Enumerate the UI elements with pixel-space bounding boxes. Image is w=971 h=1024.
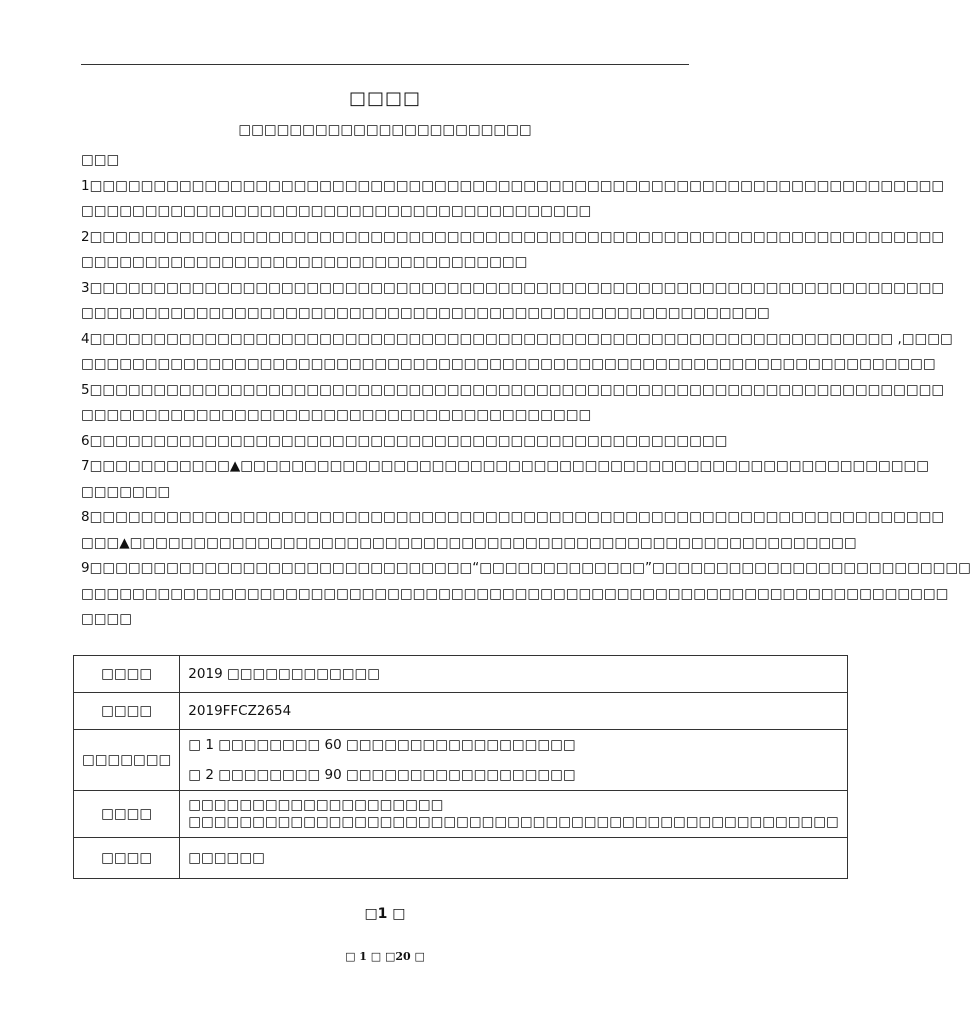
table-key: □□□□ xyxy=(74,656,180,693)
document-title: □□□□ xyxy=(348,88,422,109)
para-2-line-1: 2□□□□□□□□□□□□□□□□□□□□□□□□□□□□□□□□□□□□□□□□□□□□□□□□□□□□□□□□□□□□□□□□□□□ xyxy=(81,228,945,245)
table-row xyxy=(74,693,848,730)
para-5-line-1: 5□□□□□□□□□□□□□□□□□□□□□□□□□□□□□□□□□□□□□□□□□□□□□□□□□□□□□□□□□□□□□□□□□□□ xyxy=(81,381,945,398)
table-value: 2019FFCZ2654 xyxy=(180,693,848,730)
table-key: □□□□ xyxy=(74,693,180,730)
para-2-line-2: □□□□□□□□□□□□□□□□□□□□□□□□□□□□□□□□□□□ xyxy=(81,254,528,270)
para-1-line-1: 1□□□□□□□□□□□□□□□□□□□□□□□□□□□□□□□□□□□□□□□□□□□□□□□□□□□□□□□□□□□□□□□□□□□ xyxy=(81,177,945,194)
table-value: □ 2 □□□□□□□□ 90 □□□□□□□□□□□□□□□□□□ xyxy=(188,767,576,783)
table-value-cell xyxy=(180,791,848,838)
para-4-line-1: 4□□□□□□□□□□□□□□□□□□□□□□□□□□□□□□□□□□□□□□□□□□□□□□□□□□□□□□□□□□□□□□□ ,□□□□ xyxy=(81,330,953,347)
para-3-line-2: □□□□□□□□□□□□□□□□□□□□□□□□□□□□□□□□□□□□□□□□□□□□□□□□□□□□□□ xyxy=(81,305,770,321)
para-4-line-2: □□□□□□□□□□□□□□□□□□□□□□□□□□□□□□□□□□□□□□□□□□□□□□□□□□□□□□□□□□□□□□□□□□□ xyxy=(81,356,936,372)
header-rule xyxy=(81,64,689,65)
para-6-line-1: 6□□□□□□□□□□□□□□□□□□□□□□□□□□□□□□□□□□□□□□□□□□□□□□□□□□ xyxy=(81,432,728,449)
table-value: □□□□□□□□□□□□□□□□□□□□□□□□□□□□□□□□□□□□□□□□□□□□□□□□□□□ xyxy=(188,814,839,830)
table-value: □□□□□□□□□□□□□□□□□□□□ xyxy=(188,797,444,813)
para-1-line-2: □□□□□□□□□□□□□□□□□□□□□□□□□□□□□□□□□□□□□□□□ xyxy=(81,203,592,219)
para-9-line-2: □□□□□□□□□□□□□□□□□□□□□□□□□□□□□□□□□□□□□□□□□□□□□□□□□□□□□□□□□□□□□□□□□□□□ xyxy=(81,585,949,602)
document-subtitle: □□□□□□□□□□□□□□□□□□□□□□□ xyxy=(238,122,532,138)
table-row xyxy=(74,656,848,693)
table-key: □□□□ xyxy=(74,791,180,838)
intro-label: □□□ xyxy=(81,152,120,168)
para-8-line-1: 8□□□□□□□□□□□□□□□□□□□□□□□□□□□□□□□□□□□□□□□□□□□□□□□□□□□□□□□□□□□□□□□□□□□ xyxy=(81,509,945,525)
table-key: □□□□ xyxy=(74,838,180,879)
table-value: 2019 □□□□□□□□□□□□ xyxy=(180,656,848,693)
table-row xyxy=(74,838,848,879)
table-row xyxy=(74,730,848,791)
document-body xyxy=(81,148,971,633)
page-label: □1 □ xyxy=(364,906,406,922)
para-9-line-1: 9□□□□□□□□□□□□□□□□□□□□□□□□□□□□□□“□□□□□□□□□□□□□”□□□□□□□□□□□□□□□□□□□□□□□□□ xyxy=(81,560,971,576)
table-row xyxy=(74,791,848,838)
page-footer: □ 1 □ □20 □ xyxy=(345,950,425,963)
project-info-table xyxy=(73,655,848,879)
para-5-line-2: □□□□□□□□□□□□□□□□□□□□□□□□□□□□□□□□□□□□□□□□ xyxy=(81,407,592,423)
para-3-line-1: 3□□□□□□□□□□□□□□□□□□□□□□□□□□□□□□□□□□□□□□□□□□□□□□□□□□□□□□□□□□□□□□□□□□□ xyxy=(81,279,945,296)
table-key: □□□□□□□ xyxy=(74,730,180,791)
para-9-line-3: □□□□ xyxy=(81,611,133,627)
para-8-line-2: □□□▲□□□□□□□□□□□□□□□□□□□□□□□□□□□□□□□□□□□□□□□□□□□□□□□□□□□□□□□□□ xyxy=(81,534,857,551)
para-7-line-1: 7□□□□□□□□□□□▲□□□□□□□□□□□□□□□□□□□□□□□□□□□□□□□□□□□□□□□□□□□□□□□□□□□□□□ xyxy=(81,458,930,474)
table-value: □ 1 □□□□□□□□ 60 □□□□□□□□□□□□□□□□□□ xyxy=(188,737,576,753)
table-value: □□□□□□ xyxy=(180,838,848,879)
para-7-line-2: □□□□□□□ xyxy=(81,483,171,500)
table-value-cell xyxy=(180,730,848,791)
